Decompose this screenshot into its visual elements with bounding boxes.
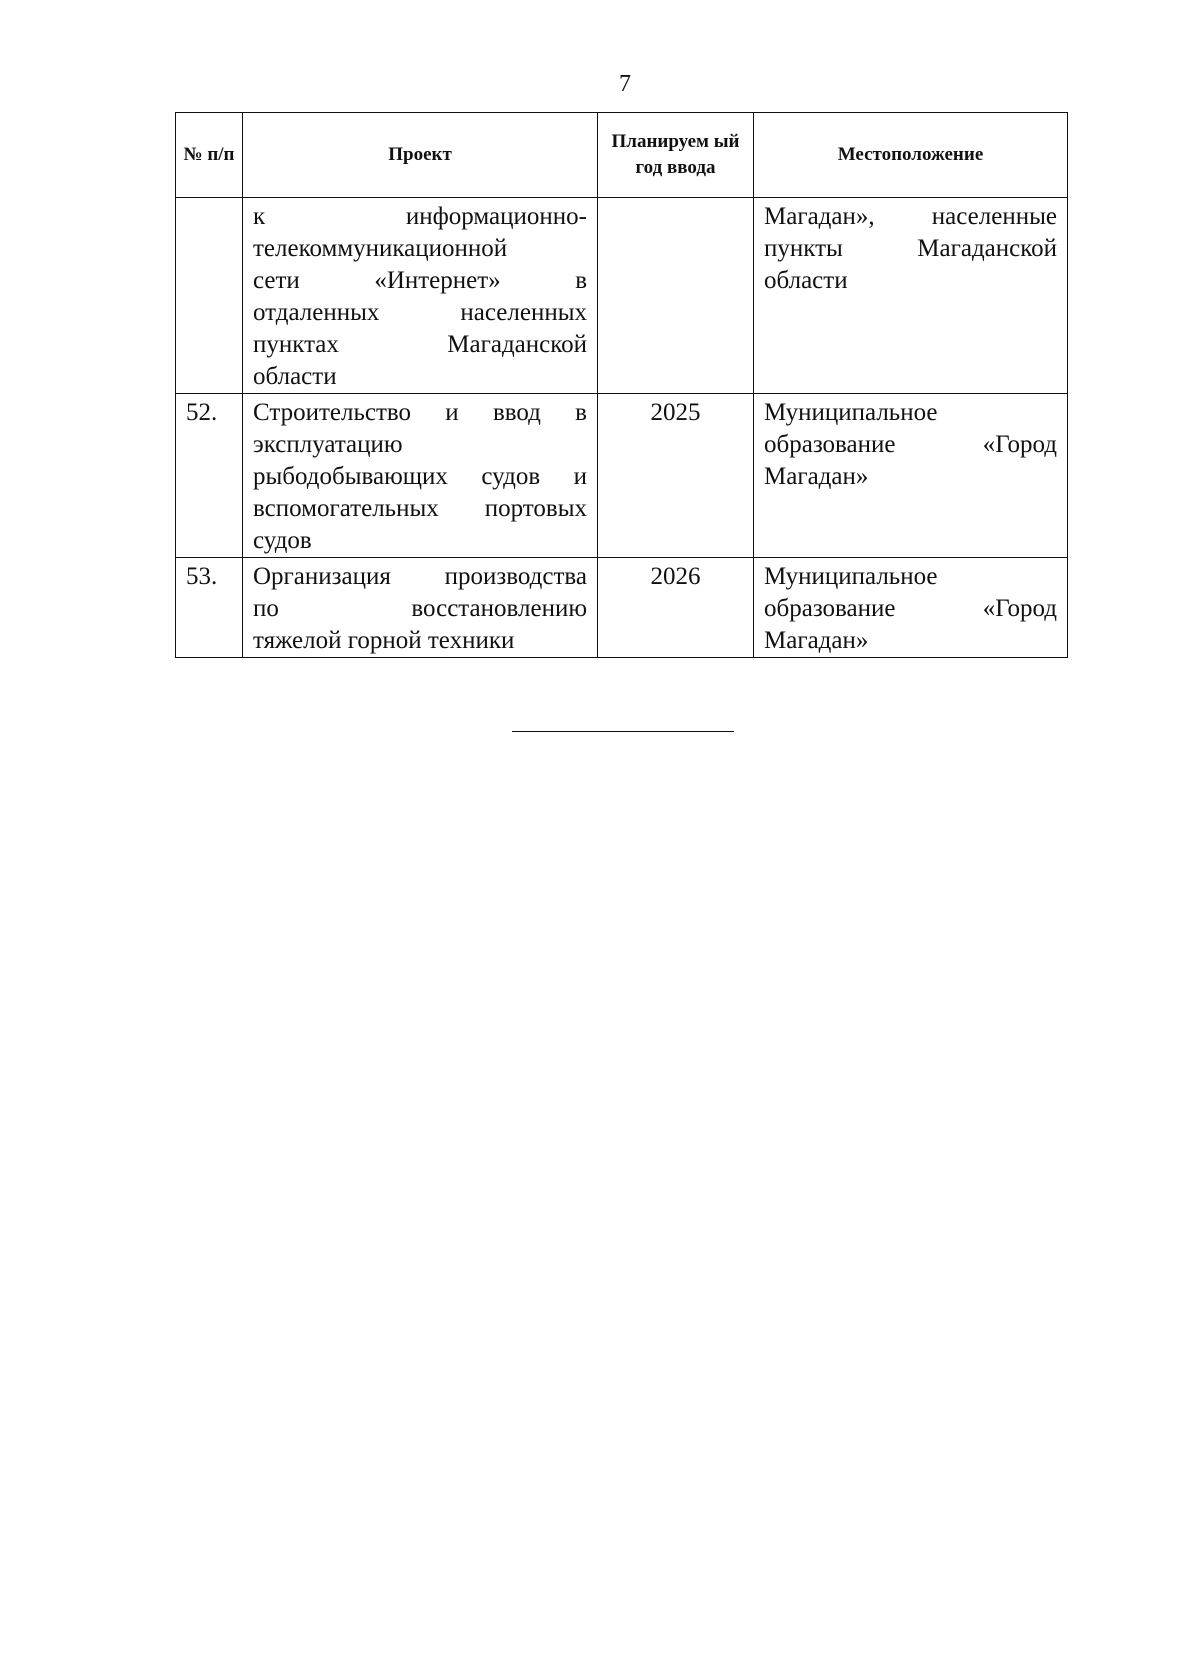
row-location-cell [754,558,1068,658]
header-location [754,113,1068,198]
row-num-cell [176,558,243,658]
row-location-cell [754,198,1068,394]
row-year-cell [598,558,754,658]
project-line: судов [253,527,312,554]
header-year [598,113,754,198]
end-separator-line [512,731,734,732]
project-line: отдаленных населенных [253,299,587,326]
row-project [243,558,597,657]
project-line: телекоммуникационной [253,235,508,262]
row-location-cell [754,394,1068,558]
row-num: 52. [186,399,218,426]
table-row [176,394,1068,558]
row-location [754,394,1067,493]
project-line: области [253,363,337,390]
location-line: образование «Город [764,595,1057,622]
project-line: эксплуатацию [253,431,403,458]
row-num [176,198,242,201]
project-line: вспомогательных портовых [253,495,587,522]
row-year [598,198,753,201]
table-row [176,198,1068,394]
row-year-cell [598,394,754,558]
location-line: Муниципальное [764,399,938,426]
page-number: 7 [619,71,631,97]
project-line: рыбодобывающих судов и [253,463,587,490]
project-line: сети «Интернет» в [253,267,587,294]
header-project-label: Проект [388,144,452,165]
project-line: пунктах Магаданской [253,331,587,358]
table-row [176,558,1068,658]
table-header-row [176,113,1068,198]
row-project [243,198,597,393]
row-location [754,558,1067,657]
header-location-label: Местоположение [837,144,984,165]
row-project-cell [243,198,598,394]
row-year: 2025 [650,399,701,426]
location-line: области [764,267,848,294]
row-location [754,198,1067,297]
header-num [176,113,243,198]
header-num-label: № п/п [183,144,235,165]
location-line: Муниципальное [764,563,938,590]
row-project [243,394,597,557]
location-line: Магадан», населенные [764,203,1057,230]
row-num-cell [176,198,243,394]
row-num: 53. [186,563,218,590]
location-line: образование «Город [764,431,1057,458]
project-line: Строительство и ввод в [253,399,587,426]
project-line: Организация производства [253,563,587,590]
row-project-cell [243,394,598,558]
projects-table [175,112,1068,658]
location-line: пункты Магаданской [764,235,1057,262]
project-line: по восстановлению [253,595,587,622]
header-project [243,113,598,198]
row-project-cell [243,558,598,658]
row-year-cell [598,198,754,394]
project-line: тяжелой горной техники [253,627,515,654]
location-line: Магадан» [764,627,869,654]
project-line: к информационно- [253,203,587,230]
location-line: Магадан» [764,463,869,490]
row-year: 2026 [650,563,701,590]
header-year-label: Планируем ый год ввода [611,131,740,178]
row-num-cell [176,394,243,558]
